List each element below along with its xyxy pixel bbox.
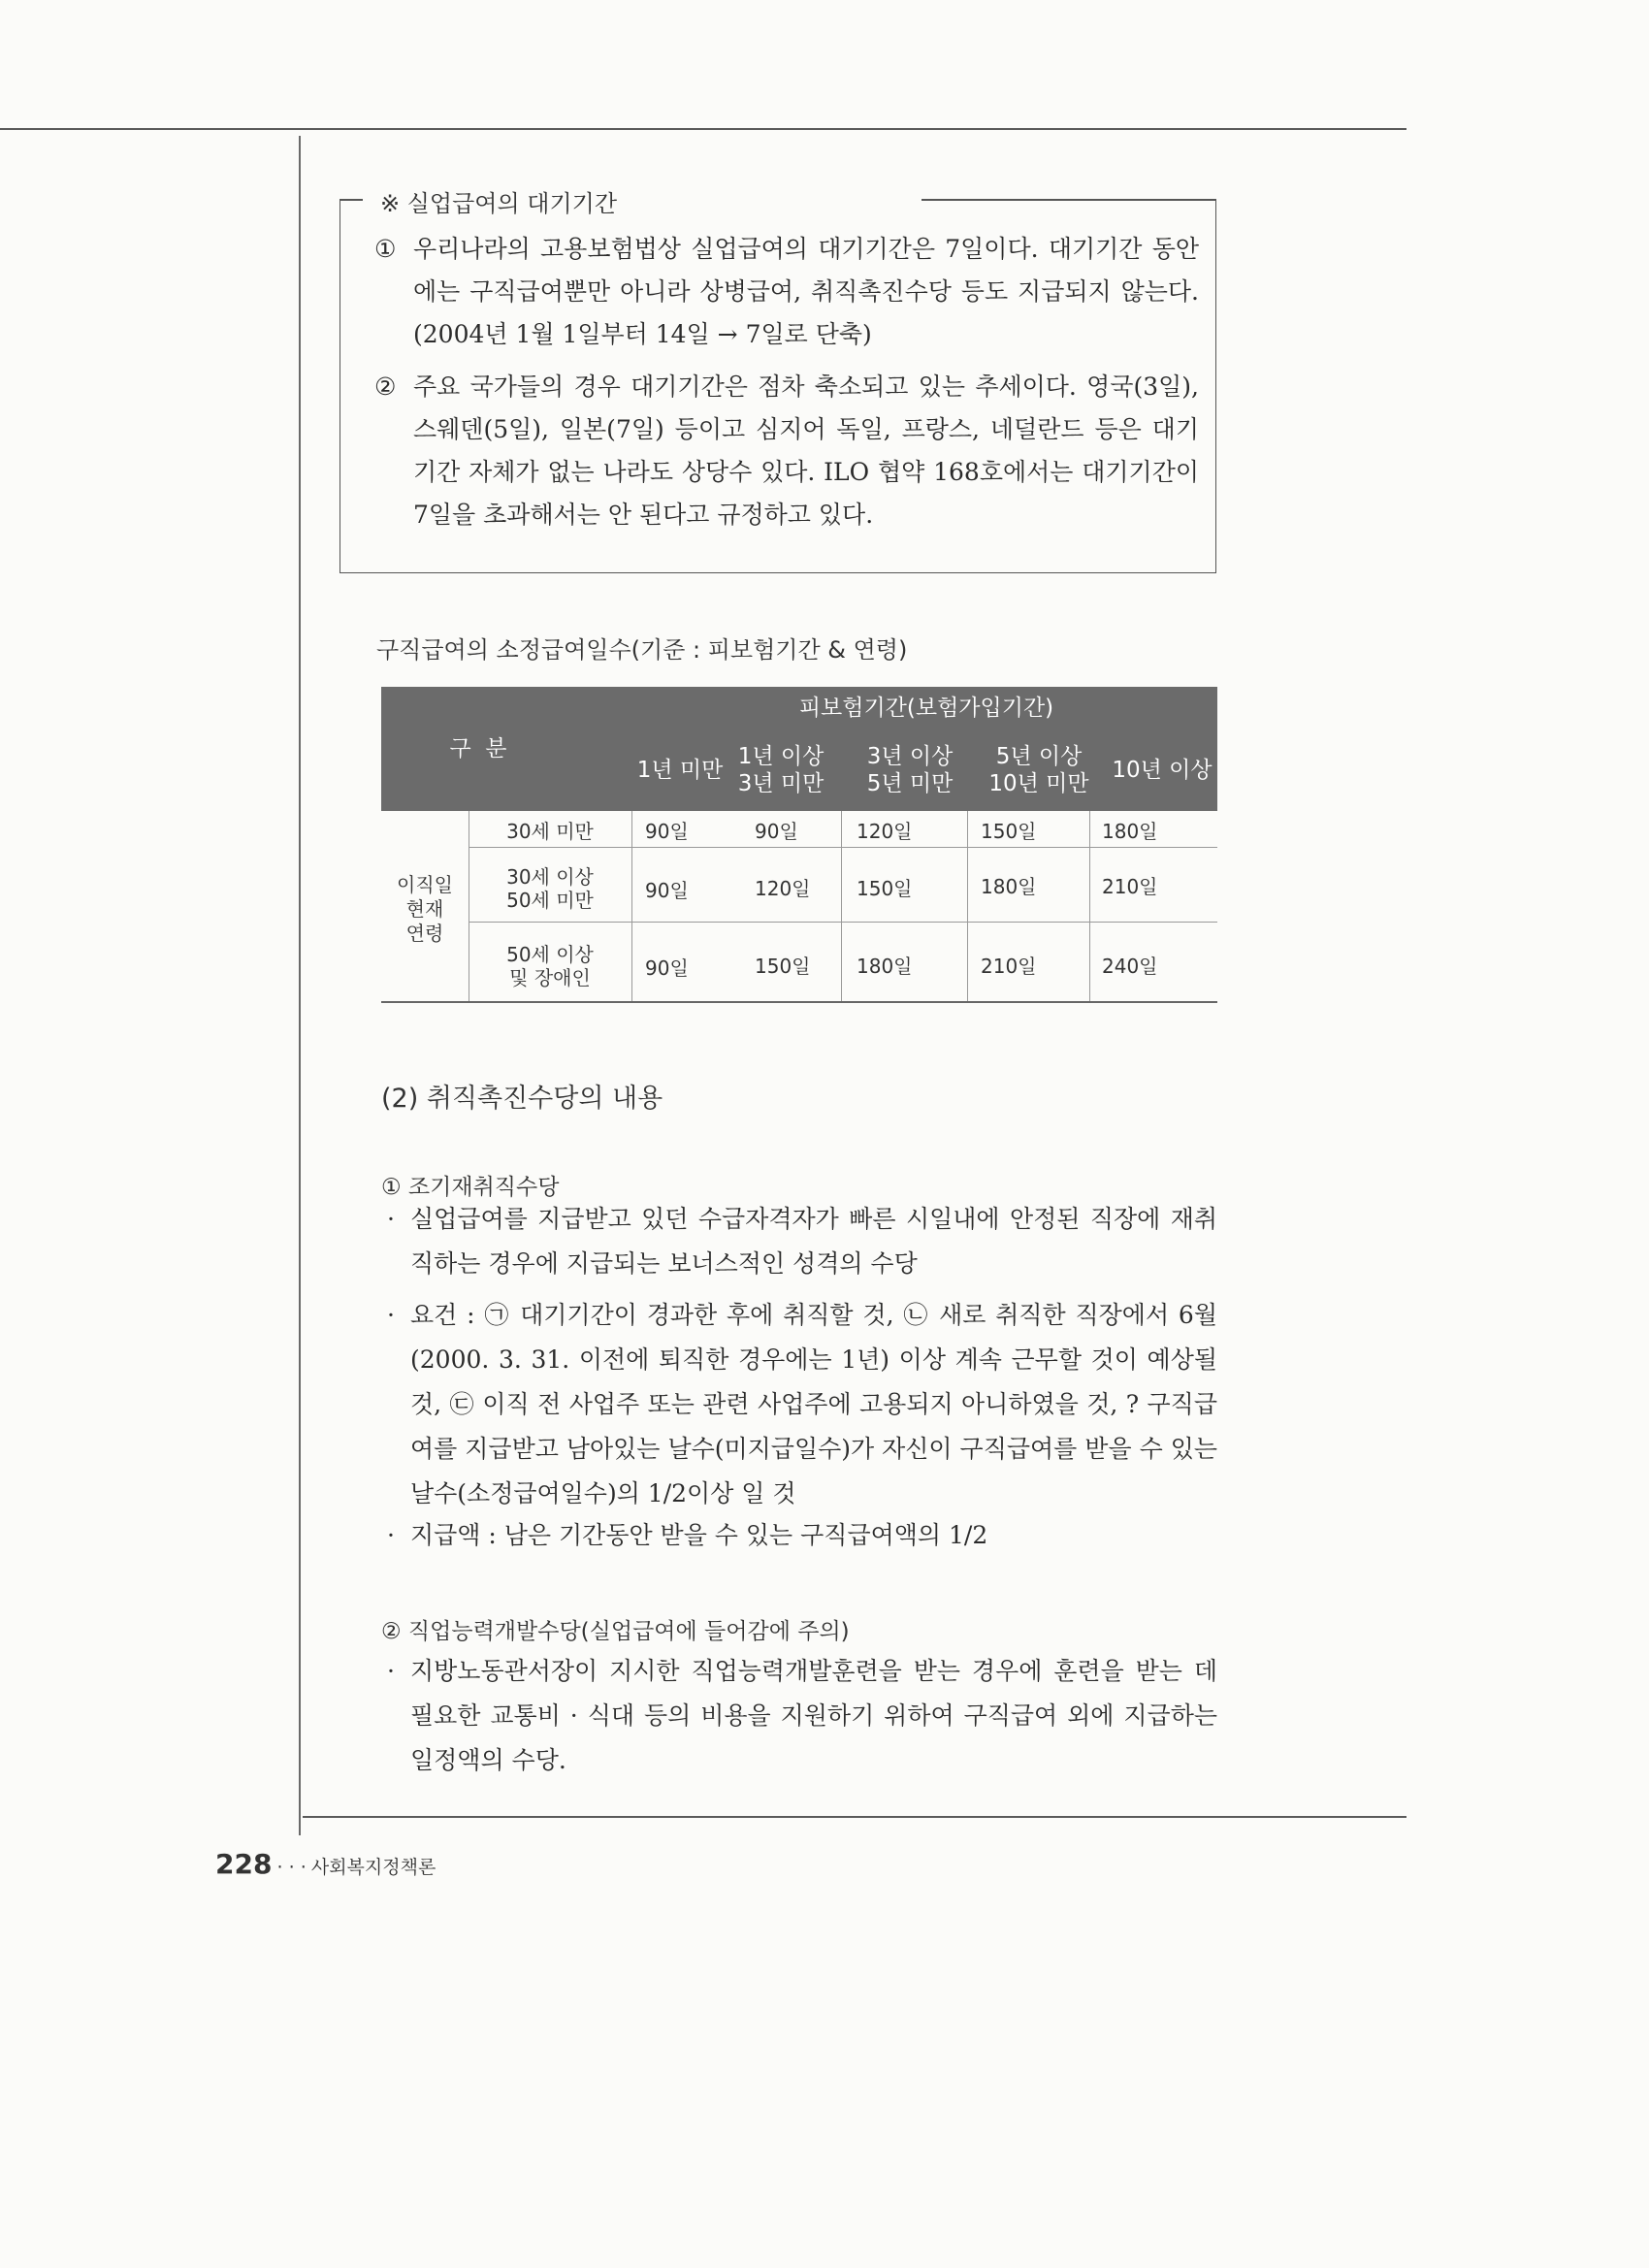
- column-header: 1년 이상 3년 미만: [737, 744, 824, 796]
- col-divider: [631, 811, 632, 1001]
- column-header: 5년 이상 10년 미만: [988, 744, 1089, 796]
- note-box-top-left-edge: [340, 199, 363, 201]
- row-divider: [469, 922, 1217, 923]
- bullet-item: [383, 1197, 1217, 1286]
- bullet-item: [383, 1513, 1217, 1558]
- page-number: 228: [215, 1848, 273, 1880]
- table-cell: 210일: [1102, 875, 1158, 898]
- table-cell: 120일: [857, 820, 913, 843]
- footer-separator: · · ·: [276, 1857, 307, 1878]
- row-divider: [469, 847, 1217, 848]
- period-header: 피보험기간(보험가입기간): [798, 696, 1054, 721]
- column-header: 3년 이상 5년 미만: [866, 744, 954, 796]
- table-cell: 180일: [1102, 820, 1158, 843]
- table-caption: 구직급여의 소정급여일수(기준 : 피보험기간 & 연령): [376, 636, 908, 664]
- header-group-label: 구 분: [449, 736, 507, 761]
- table-cell: 90일: [755, 820, 798, 843]
- table-cell: 150일: [755, 955, 811, 978]
- row-label: 50세 이상 및 장애인: [506, 943, 594, 989]
- bullet-text: 지방노동관서장이 지시한 직업능력개발훈련을 받는 경우에 훈련을 받는 데 필요한 교통비 · 식대 등의 비용을 지원하기 위하여 구직급여 외에 지급하는 일정액의 수당.: [410, 1657, 1217, 1774]
- table-cell: 180일: [857, 955, 913, 978]
- subsection-title: ① 조기재취직수당: [381, 1175, 560, 1200]
- note-box-title: ※ 실업급여의 대기기간: [374, 184, 623, 218]
- note-item-text: 주요 국가들의 경우 대기기간은 점차 축소되고 있는 추세이다. 영국(3일), 스웨덴(5일), 일본(7일) 등이고 심지어 독일, 프랑스, 네덜란드 등은 대기기간 자체가 없는 나라도 상당수 있다. ILO 협약 168호에서는 대기기간이 7일을 초과해서는 안 된다고 규정하고 있다.: [413, 373, 1199, 529]
- bullet-text: 지급액 : 남은 기간동안 받을 수 있는 구직급여액의 1/2: [410, 1521, 988, 1549]
- note-item-number: ②: [374, 373, 397, 401]
- book-title: 사회복지정책론: [310, 1857, 436, 1878]
- table-cell: 90일: [645, 820, 689, 843]
- table-cell: 90일: [645, 956, 689, 980]
- row-label: 30세 미만: [506, 820, 594, 843]
- table-cell: 180일: [981, 875, 1037, 898]
- col-divider: [841, 811, 842, 1001]
- table-header: [381, 687, 1217, 811]
- table-cell: 120일: [755, 877, 811, 900]
- row-group-label: 이직일 현재 연령: [397, 873, 453, 945]
- note-item-text: 우리나라의 고용보험법상 실업급여의 대기기간은 7일이다. 대기기간 동안에는 구직급여뿐만 아니라 상병급여, 취직촉진수당 등도 지급되지 않는다. (2004년 1월 1일부터 14일 → 7일로 단축): [413, 235, 1199, 348]
- column-header: 10년 이상: [1112, 758, 1212, 783]
- subsection-title: ② 직업능력개발수당(실업급여에 들어감에 주의): [381, 1619, 850, 1644]
- note-item-number: ①: [374, 235, 397, 263]
- note-box-top-right-edge: [922, 199, 1216, 201]
- col-divider: [1089, 811, 1090, 1001]
- table-cell: 90일: [645, 879, 689, 902]
- bottom-rule: [303, 1816, 1406, 1818]
- note-box: [340, 190, 1216, 573]
- column-header: 1년 미만: [636, 758, 724, 783]
- table-cell: 150일: [857, 877, 913, 900]
- bullet-dot: ·: [387, 1205, 395, 1233]
- bullet-dot: ·: [387, 1301, 395, 1329]
- note-item-2: [374, 366, 1199, 536]
- note-item-1: [374, 228, 1199, 356]
- bullet-dot: ·: [387, 1657, 395, 1685]
- row-label: 30세 이상 50세 미만: [506, 865, 594, 912]
- bullet-item: [383, 1649, 1217, 1783]
- page-footer: [215, 1848, 436, 1880]
- bullet-dot: ·: [387, 1521, 395, 1549]
- margin-rule: [299, 136, 301, 1835]
- col-divider: [967, 811, 968, 1001]
- table-bottom-rule: [381, 1001, 1217, 1003]
- bullet-item: [383, 1293, 1217, 1516]
- bullet-text: 요건 : ㉠ 대기기간이 경과한 후에 취직할 것, ㉡ 새로 취직한 직장에서 6월 (2000. 3. 31. 이전에 퇴직한 경우에는 1년) 이상 계속 근무할 것이 예상될 것, ㉢ 이직 전 사업주 또는 관련 사업주에 고용되지 아니하였을 것, ? 구직급여를 지급받고 남아있는 날수(미지급일수)가 자신이 구직급여를 받을 수 있는 날수(소정급여일수)의 1/2이상 일 것: [410, 1301, 1217, 1507]
- table-cell: 210일: [981, 955, 1037, 978]
- table-cell: 240일: [1102, 955, 1158, 978]
- bullet-text: 실업급여를 지급받고 있던 수급자격자가 빠른 시일내에 안정된 직장에 재취직하는 경우에 지급되는 보너스적인 성격의 수당: [410, 1205, 1217, 1278]
- section-heading: (2) 취직촉진수당의 내용: [381, 1084, 663, 1114]
- top-rule: [0, 128, 1406, 130]
- table-cell: 150일: [981, 820, 1037, 843]
- benefit-days-table: [381, 687, 1217, 1007]
